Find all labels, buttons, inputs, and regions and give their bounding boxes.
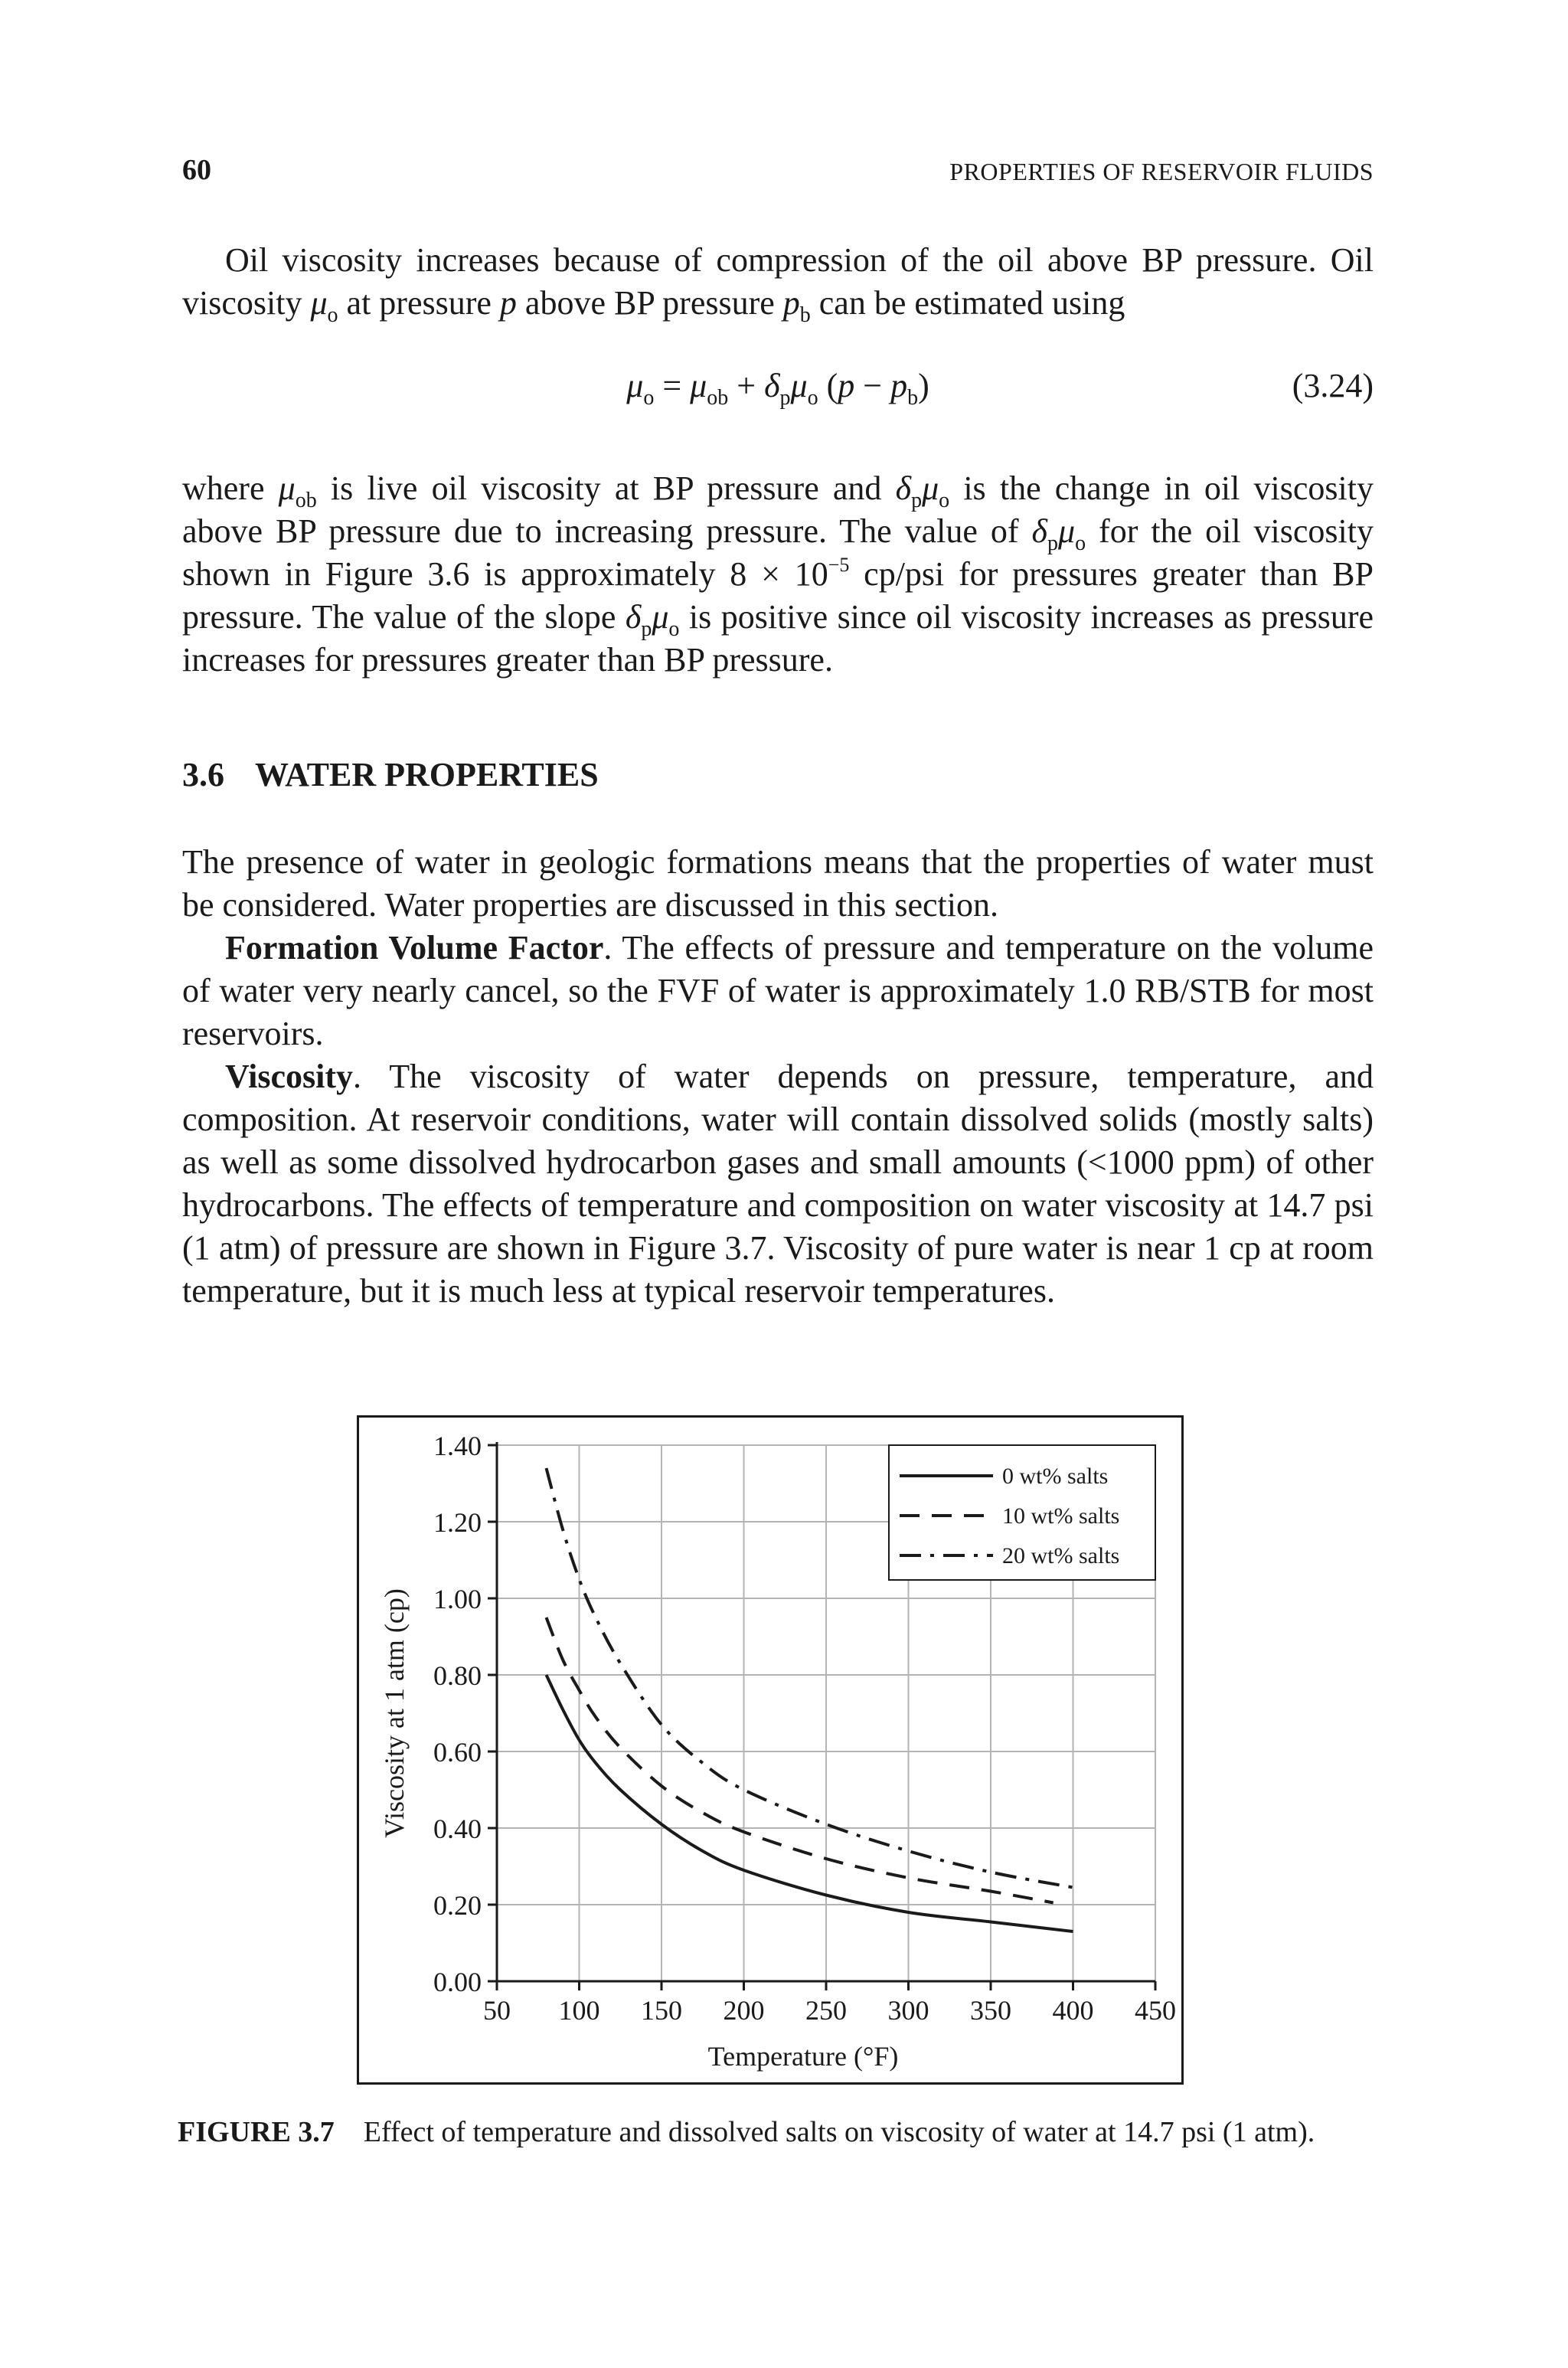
page-number: 60 — [182, 154, 211, 186]
figure-caption: FIGURE 3.7 Effect of temperature and dissolved salts on viscosity of water at 14.7 psi (1 atm). — [178, 2116, 1315, 2148]
x-axis-title: Temperature (°F) — [707, 2041, 899, 2072]
paragraph-viscosity-change: where $\mu_{ob}$ is live oil viscosity at BP pressure and $\delta_p\mu_o$ is the change in oil viscosity above BP pressure due to increasing pressure. The value of $\delta_p\mu_o$ for the oil viscosity shown in Figure 3.6 is approximately $8 \times 10^{-5}$ cp/psi for pressures greater than BP pressure. The value of the slope $\delta_p\mu_o$ is positive since oil viscosity increases as pressure increases for pressures greater than BP pressure. — [182, 469, 1374, 679]
x-tick-label: 200 — [723, 1995, 765, 2026]
y-tick-label: 0.20 — [433, 1890, 482, 1921]
viscosity-chart — [359, 1418, 1186, 2087]
y-tick-label: 0.00 — [433, 1967, 482, 1997]
y-tick-label: 0.60 — [433, 1737, 482, 1768]
y-tick-label: 0.40 — [433, 1814, 482, 1844]
y-tick-label: 1.00 — [433, 1584, 482, 1614]
running-head: PROPERTIES OF RESERVOIR FLUIDS — [949, 158, 1374, 185]
legend-label-0: 0 wt% salts — [1002, 1464, 1109, 1489]
paragraph-water-viscosity: Viscosity. The viscosity of water depends on pressure, temperature, and composition. At reservoir conditions, water will contain dissolved solids (mostly salts) as well as some dissolved hydrocarbon gases and small amounts (<1000 ppm) of other hydrocarbons. The effects of temperature and composition on water viscosity at 14.7 psi (1 atm) of pressure are shown in Figure 3.7. Viscosity of pure water is near 1 cp at room temperature, but it is much less at typical reservoir temperatures. — [182, 1058, 1374, 1310]
figure-3-7 — [357, 1415, 1184, 2085]
x-tick-label: 400 — [1052, 1995, 1094, 2026]
equation-number: (3.24) — [1292, 367, 1374, 404]
y-axis-title: Viscosity at 1 atm (cp) — [379, 1588, 410, 1838]
x-tick-label: 100 — [558, 1995, 600, 2026]
paragraph-water-intro: The presence of water in geologic formations means that the properties of water must be considered. Water properties are discussed in this section. — [182, 843, 1374, 924]
x-tick-label: 50 — [483, 1995, 511, 2026]
series-line-1 — [547, 1617, 1054, 1903]
y-tick-label: 1.40 — [433, 1431, 482, 1461]
section-heading: 3.6 WATER PROPERTIES — [182, 756, 599, 793]
equation-3-24: $\mu_o = \mu_{ob} + \delta_p\mu_o$ $(p - p_b)$ (3.24) — [626, 367, 1374, 410]
paragraph-fvf: Formation Volume Factor. The effects of pressure and temperature on the volume of water very nearly cancel, so the FVF of water is approximately 1.0 RB/STB for most reservoirs. — [182, 929, 1374, 1052]
x-tick-label: 300 — [887, 1995, 929, 2026]
x-tick-label: 350 — [970, 1995, 1011, 2026]
y-tick-label: 1.20 — [433, 1507, 482, 1538]
x-tick-label: 150 — [641, 1995, 682, 2026]
paragraph-oil-viscosity: Oil viscosity increases because of compression of the oil above BP pressure. Oil viscosity $\mu_o$ at pressure p above BP pressure $p_b$ can be estimated using — [182, 241, 1374, 327]
x-tick-label: 250 — [805, 1995, 847, 2026]
x-tick-label: 450 — [1135, 1995, 1176, 2026]
y-tick-label: 0.80 — [433, 1660, 482, 1691]
legend-label-2: 20 wt% salts — [1002, 1543, 1120, 1568]
legend-label-1: 10 wt% salts — [1002, 1503, 1120, 1529]
